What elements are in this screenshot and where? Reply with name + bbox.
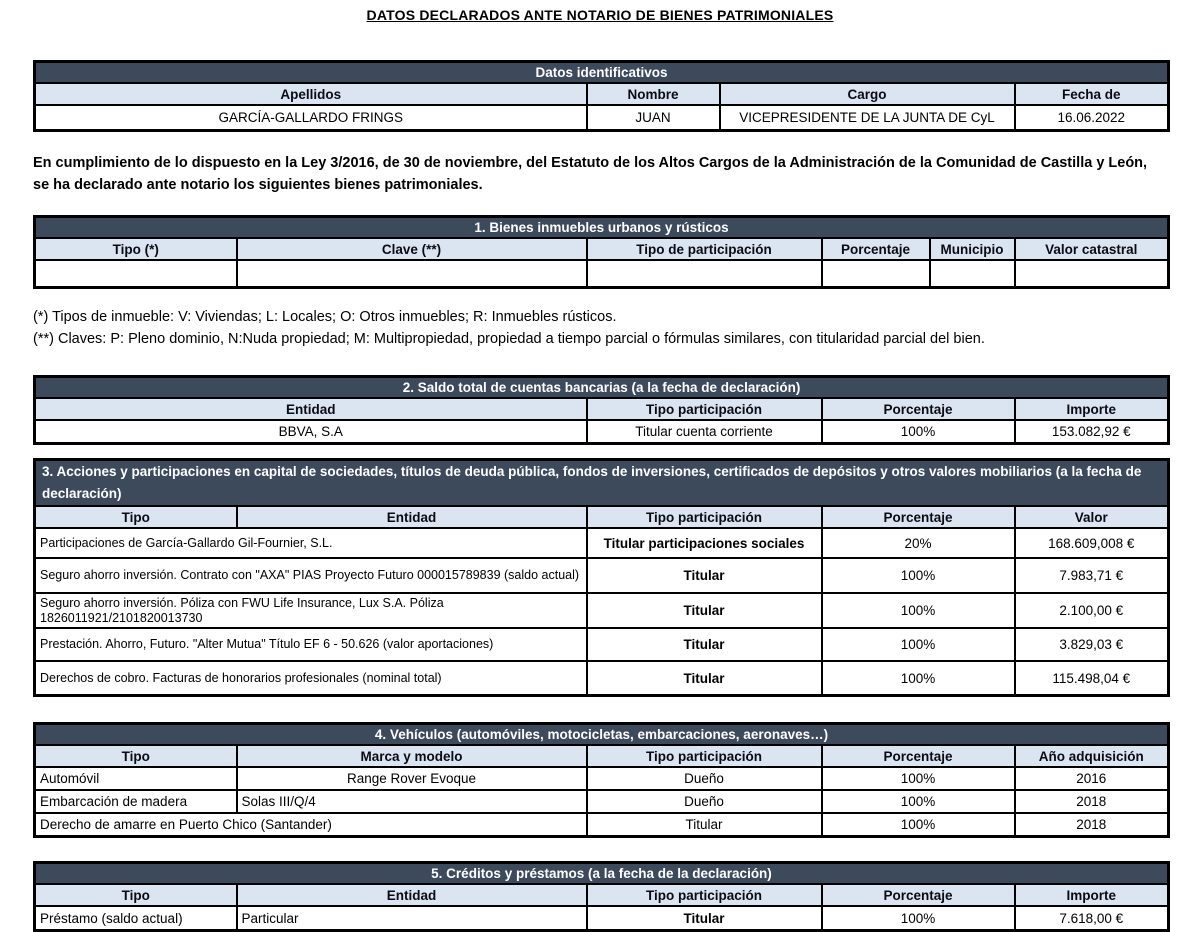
acciones-table (33, 458, 1170, 697)
cuentas-col-importe: Importe (1015, 398, 1169, 420)
inmuebles-empty-cell (822, 260, 930, 288)
table-row (35, 661, 1169, 696)
acciones-porcentaje-value: 100% (822, 593, 1015, 628)
acciones-col-participacion: Tipo participación (587, 506, 822, 528)
cuentas-col-porcentaje: Porcentaje (822, 398, 1015, 420)
acciones-descripcion-value: Prestación. Ahorro, Futuro. "Alter Mutua" Título EF 6 - 50.626 (valor aportaciones) (35, 628, 587, 661)
table-row (35, 105, 1169, 131)
identity-apellidos-value: GARCÍA-GALLARDO FRINGS (35, 105, 587, 131)
creditos-importe-value: 7.618,00 € (1015, 906, 1169, 931)
table-row (35, 906, 1169, 931)
table-row (35, 260, 1169, 288)
creditos-col-tipo: Tipo (35, 884, 237, 906)
table-row (35, 745, 1169, 767)
identity-col-cargo: Cargo (720, 83, 1015, 105)
footnote-claves: (**) Claves: P: Pleno dominio, N:Nuda propiedad; M: Multipropiedad, propiedad a tiempo parcial o fórmulas similares, con titularidad parcial del bien. (33, 331, 985, 347)
vehiculos-participacion-value: Dueño (587, 790, 822, 813)
creditos-col-entidad: Entidad (237, 884, 587, 906)
vehiculos-participacion-value: Dueño (587, 767, 822, 790)
identity-col-fecha: Fecha de (1015, 83, 1169, 105)
table-row (35, 767, 1169, 790)
table-row (35, 884, 1169, 906)
acciones-porcentaje-value: 20% (822, 528, 1015, 558)
table-row (35, 460, 1169, 507)
acciones-participacion-value: Titular (587, 628, 822, 661)
vehiculos-porcentaje-value: 100% (822, 767, 1015, 790)
acciones-descripcion-value: Seguro ahorro inversión. Contrato con "AXA" PIAS Proyecto Futuro 000015789839 (saldo actual) (35, 558, 587, 593)
inmuebles-col-valor: Valor catastral (1015, 238, 1169, 260)
creditos-col-importe: Importe (1015, 884, 1169, 906)
inmuebles-section-title: 1. Bienes inmuebles urbanos y rústicos (35, 217, 1169, 239)
table-row (35, 593, 1169, 628)
vehiculos-tipo-value: Embarcación de madera (35, 790, 237, 813)
table-row (35, 217, 1169, 239)
vehiculos-marca-value: Solas III/Q/4 (237, 790, 587, 813)
inmuebles-col-tipo: Tipo (*) (35, 238, 237, 260)
acciones-col-porcentaje: Porcentaje (822, 506, 1015, 528)
table-row (35, 558, 1169, 593)
vehiculos-porcentaje-value: 100% (822, 813, 1015, 837)
creditos-col-participacion: Tipo participación (587, 884, 822, 906)
vehiculos-col-tipo: Tipo (35, 745, 237, 767)
vehiculos-porcentaje-value: 100% (822, 790, 1015, 813)
table-row (35, 506, 1169, 528)
vehiculos-col-marca: Marca y modelo (237, 745, 587, 767)
acciones-col-entidad: Entidad (237, 506, 587, 528)
table-row (35, 398, 1169, 420)
identity-table (33, 60, 1170, 132)
acciones-section-title: 3. Acciones y participaciones en capital de sociedades, títulos de deuda pública, fondos de inversiones, certificados de depósitos y otros valores mobiliarios (a la fecha de declaración) (35, 460, 1169, 507)
acciones-porcentaje-value: 100% (822, 558, 1015, 593)
table-row (35, 813, 1169, 837)
creditos-entidad-value: Particular (237, 906, 587, 931)
vehiculos-col-porcentaje: Porcentaje (822, 745, 1015, 767)
inmuebles-col-porcentaje: Porcentaje (822, 238, 930, 260)
identity-col-nombre: Nombre (587, 83, 720, 105)
identity-section-title: Datos identificativos (35, 62, 1169, 84)
acciones-valor-value: 168.609,008 € (1015, 528, 1169, 558)
inmuebles-col-clave: Clave (**) (237, 238, 587, 260)
cuentas-col-participacion: Tipo participación (587, 398, 822, 420)
vehiculos-table (33, 722, 1170, 838)
table-row (35, 83, 1169, 105)
creditos-col-porcentaje: Porcentaje (822, 884, 1015, 906)
cuentas-participacion-value: Titular cuenta corriente (587, 420, 822, 444)
cuentas-col-entidad: Entidad (35, 398, 587, 420)
identity-fecha-value: 16.06.2022 (1015, 105, 1169, 131)
inmuebles-empty-cell (35, 260, 237, 288)
inmuebles-empty-cell (237, 260, 587, 288)
page-title: DATOS DECLARADOS ANTE NOTARIO DE BIENES PATRIMONIALES (366, 7, 834, 23)
vehiculos-tipo-value: Derecho de amarre en Puerto Chico (Santander) (35, 813, 587, 837)
footnote-tipos-inmueble: (*) Tipos de inmueble: V: Viviendas; L: Locales; O: Otros inmuebles; R: Inmuebles rústicos. (33, 309, 617, 325)
inmuebles-empty-cell (930, 260, 1015, 288)
acciones-col-tipo: Tipo (35, 506, 237, 528)
acciones-valor-value: 2.100,00 € (1015, 593, 1169, 628)
inmuebles-table (33, 215, 1170, 289)
acciones-participacion-value: Titular (587, 593, 822, 628)
cuentas-section-title: 2. Saldo total de cuentas bancarias (a la fecha de declaración) (35, 377, 1169, 399)
acciones-valor-value: 115.498,04 € (1015, 661, 1169, 696)
acciones-valor-value: 7.983,71 € (1015, 558, 1169, 593)
table-row (35, 724, 1169, 746)
inmuebles-empty-cell (1015, 260, 1169, 288)
acciones-valor-value: 3.829,03 € (1015, 628, 1169, 661)
table-row (35, 528, 1169, 558)
identity-col-apellidos: Apellidos (35, 83, 587, 105)
creditos-table (33, 861, 1170, 932)
table-row (35, 863, 1169, 885)
table-row (35, 790, 1169, 813)
cuentas-table (33, 375, 1170, 445)
vehiculos-col-anio: Año adquisición (1015, 745, 1169, 767)
cuentas-importe-value: 153.082,92 € (1015, 420, 1169, 444)
vehiculos-anio-value: 2018 (1015, 813, 1169, 837)
table-row (35, 377, 1169, 399)
identity-nombre-value: JUAN (587, 105, 720, 131)
creditos-tipo-value: Préstamo (saldo actual) (35, 906, 237, 931)
acciones-descripcion-value: Seguro ahorro inversión. Póliza con FWU Life Insurance, Lux S.A. Póliza 1826011921/2101820013730 (35, 593, 587, 628)
vehiculos-participacion-value: Titular (587, 813, 822, 837)
acciones-descripcion-value: Derechos de cobro. Facturas de honorarios profesionales (nominal total) (35, 661, 587, 696)
cuentas-porcentaje-value: 100% (822, 420, 1015, 444)
table-row (35, 238, 1169, 260)
acciones-col-valor: Valor (1015, 506, 1169, 528)
vehiculos-anio-value: 2018 (1015, 790, 1169, 813)
acciones-participacion-value: Titular (587, 661, 822, 696)
creditos-porcentaje-value: 100% (822, 906, 1015, 931)
intro-paragraph: En cumplimiento de lo dispuesto en la Ley 3/2016, de 30 de noviembre, del Estatuto de los Altos Cargos de la Administración de la Comunidad de Castilla y León, se ha declarado ante notario los siguientes bienes patrimoniales. (33, 155, 1148, 193)
vehiculos-col-participacion: Tipo participación (587, 745, 822, 767)
acciones-porcentaje-value: 100% (822, 661, 1015, 696)
table-row (35, 628, 1169, 661)
acciones-descripcion-value: Participaciones de García-Gallardo Gil-Fournier, S.L. (35, 528, 587, 558)
vehiculos-tipo-value: Automóvil (35, 767, 237, 790)
vehiculos-anio-value: 2016 (1015, 767, 1169, 790)
vehiculos-section-title: 4. Vehículos (automóviles, motocicletas, embarcaciones, aeronaves…) (35, 724, 1169, 746)
inmuebles-col-municipio: Municipio (930, 238, 1015, 260)
identity-cargo-value: VICEPRESIDENTE DE LA JUNTA DE CyL (720, 105, 1015, 131)
creditos-section-title: 5. Créditos y préstamos (a la fecha de la declaración) (35, 863, 1169, 885)
table-row (35, 62, 1169, 84)
cuentas-entidad-value: BBVA, S.A (35, 420, 587, 444)
vehiculos-marca-value: Range Rover Evoque (237, 767, 587, 790)
inmuebles-col-participacion: Tipo de participación (587, 238, 822, 260)
acciones-participacion-value: Titular participaciones sociales (587, 528, 822, 558)
acciones-participacion-value: Titular (587, 558, 822, 593)
creditos-participacion-value: Titular (587, 906, 822, 931)
acciones-porcentaje-value: 100% (822, 628, 1015, 661)
table-row (35, 420, 1169, 444)
inmuebles-empty-cell (587, 260, 822, 288)
